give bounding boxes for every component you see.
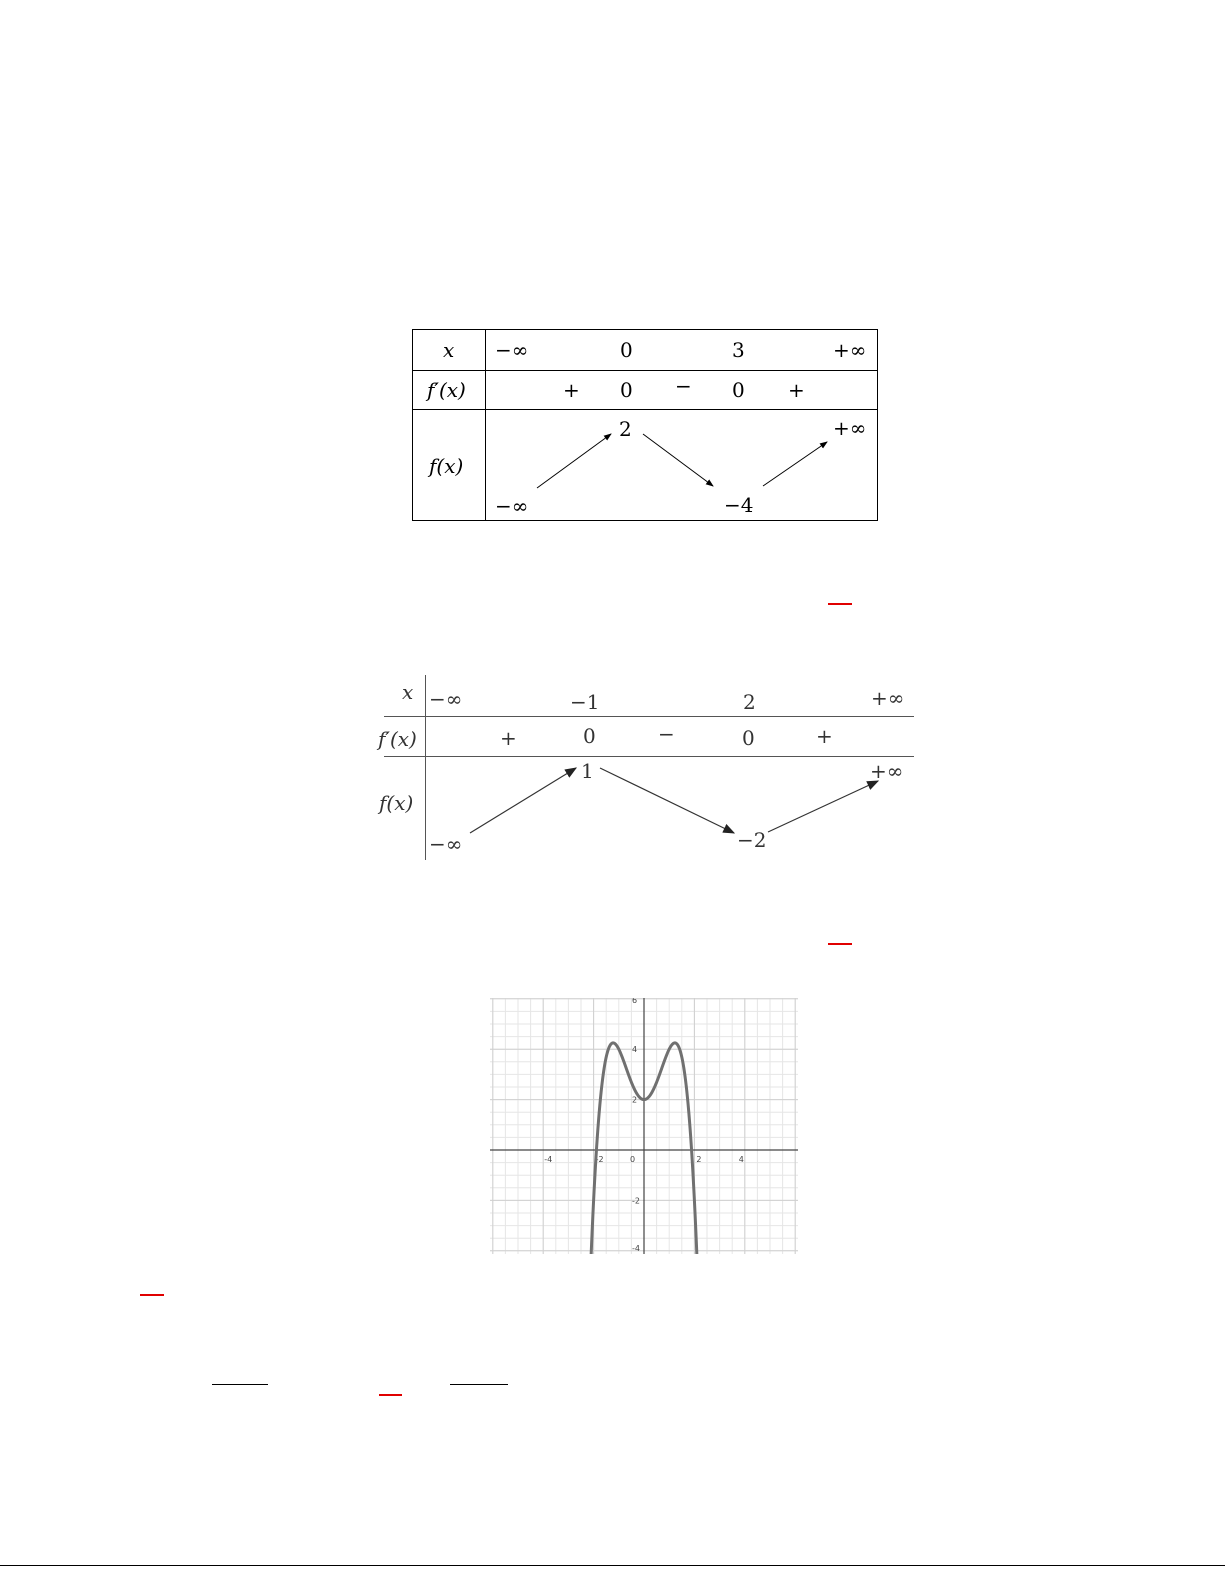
red-answer-mark xyxy=(379,1394,402,1396)
f-value-right: +∞ xyxy=(833,416,867,440)
y-tick-label: -4 xyxy=(632,1243,640,1253)
y-tick-label: 6 xyxy=(632,998,638,1005)
function-graph xyxy=(490,998,798,1254)
variation-table-2 xyxy=(370,675,915,865)
x-value: 2 xyxy=(743,690,756,714)
x-value: +∞ xyxy=(833,338,867,362)
derivative-zero: 0 xyxy=(742,726,755,750)
x-tick-label: -4 xyxy=(544,1155,553,1164)
row-label-x: x xyxy=(443,338,455,362)
y-tick-label: 2 xyxy=(632,1095,638,1105)
graph-canvas xyxy=(490,998,798,1254)
row-label-fprime: f′(x) xyxy=(378,727,417,751)
red-answer-mark xyxy=(140,1294,164,1296)
x-tick-label: 0 xyxy=(630,1155,636,1164)
derivative-zero: 0 xyxy=(583,724,596,748)
variation-table-1 xyxy=(412,329,878,521)
derivative-sign: + xyxy=(500,726,517,750)
x-value: 0 xyxy=(620,338,633,362)
f-value-right: +∞ xyxy=(870,759,904,783)
x-tick-label: -2 xyxy=(595,1155,604,1164)
x-value: +∞ xyxy=(871,686,905,710)
derivative-sign: − xyxy=(675,374,692,398)
row-label-f: f(x) xyxy=(429,454,464,478)
variation-arrows xyxy=(413,330,879,522)
x-value: 3 xyxy=(732,338,745,362)
derivative-sign: + xyxy=(788,378,805,402)
decreasing-arrow xyxy=(600,768,734,833)
variation-arrows xyxy=(370,675,915,865)
y-tick-label: 4 xyxy=(632,1045,638,1055)
increasing-arrow xyxy=(763,442,827,486)
row-label-fprime: f′(x) xyxy=(427,378,466,402)
derivative-sign: + xyxy=(816,724,833,748)
f-value-left: −∞ xyxy=(495,494,529,518)
x-tick-label: 2 xyxy=(696,1155,702,1164)
derivative-zero: 0 xyxy=(620,378,633,402)
f-value-left: −∞ xyxy=(429,832,463,856)
row-label-f: f(x) xyxy=(379,791,414,815)
x-value: −1 xyxy=(570,690,600,714)
f-value-max: 1 xyxy=(581,759,594,783)
x-value: −∞ xyxy=(495,338,529,362)
row-label-x: x xyxy=(402,680,414,704)
f-value-min: −4 xyxy=(724,493,754,517)
increasing-arrow xyxy=(768,781,878,832)
y-tick-label: -2 xyxy=(632,1196,640,1206)
f-value-min: −2 xyxy=(737,828,767,852)
f-value-max: 2 xyxy=(619,417,632,441)
x-tick-label: 4 xyxy=(738,1155,744,1164)
page-bottom-border xyxy=(0,1565,1225,1566)
red-answer-mark xyxy=(828,603,852,605)
increasing-arrow xyxy=(470,768,576,833)
x-value: −∞ xyxy=(429,687,463,711)
blank-underline xyxy=(450,1384,508,1385)
blank-underline xyxy=(212,1384,268,1385)
increasing-arrow xyxy=(537,434,611,488)
red-answer-mark xyxy=(828,943,852,945)
derivative-sign: − xyxy=(658,722,675,746)
decreasing-arrow xyxy=(643,434,713,486)
derivative-sign: + xyxy=(563,378,580,402)
derivative-zero: 0 xyxy=(732,378,745,402)
